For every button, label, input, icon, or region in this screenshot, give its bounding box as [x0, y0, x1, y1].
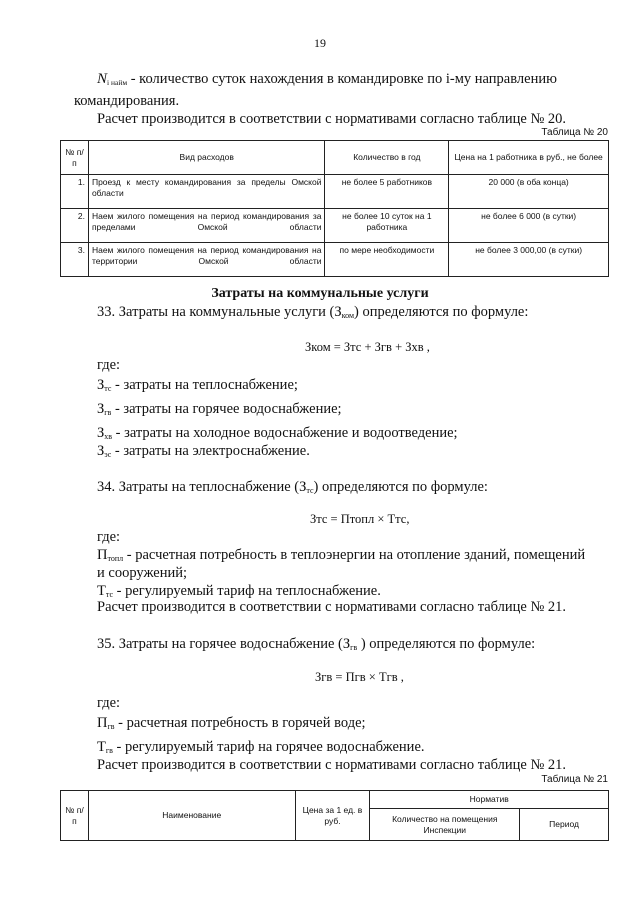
table20-header-row	[61, 141, 609, 175]
def-sym: П	[97, 547, 108, 563]
intro-line-1-text: - количество суток нахождения в командировке по i-му направлению	[127, 71, 557, 87]
p34-text-pre: 34. Затраты на теплоснабжение (З	[97, 479, 307, 495]
p34-note: Расчет производится в соответствии с нормативами согласно таблице № 21.	[97, 599, 567, 615]
table21-header-name: Наименование	[88, 791, 295, 841]
def-text: - расчетная потребность в теплоэнергии на отопление зданий, помещений	[123, 547, 586, 563]
table21-header-norm-period: Период	[520, 809, 609, 841]
row-num: 1.	[61, 175, 89, 209]
row-price: не более 3 000,00 (в сутки)	[449, 243, 609, 277]
row-qty: по мере необходимости	[325, 243, 449, 277]
table-21	[60, 790, 609, 841]
def-text: - затраты на холодное водоснабжение и водоотведение;	[112, 425, 458, 441]
table-row	[61, 243, 609, 277]
p34-text-post: ) определяются по формуле:	[313, 479, 488, 495]
def-text: - регулируемый тариф на теплоснабжение.	[113, 583, 381, 599]
def-text: - регулируемый тариф на горячее водоснабжение.	[112, 739, 425, 755]
p35-where: где:	[97, 695, 121, 711]
intro-symbol-sub: i найм	[107, 78, 128, 87]
def-gv	[97, 400, 342, 422]
def-text: - затраты на горячее водоснабжение;	[111, 401, 342, 417]
row-price: 20 000 (в оба конца)	[449, 175, 609, 209]
intro-line-3: Расчет производится в соответствии с нормативами согласно таблице № 20.	[97, 111, 567, 127]
page-number: 19	[314, 36, 326, 50]
table20-header-qty: Количество в год	[325, 141, 449, 175]
table21-header-norm: Норматив	[370, 791, 609, 809]
def-text: - расчетная потребность в горячей воде;	[114, 715, 366, 731]
p33-sub: ком	[341, 311, 355, 320]
def-sub: хв	[104, 432, 113, 441]
formula-34: Зтс = Птопл × Ттс,	[310, 512, 410, 526]
table21-header-num: № п/п	[61, 791, 89, 841]
paragraph-33	[97, 303, 528, 325]
table-20	[60, 140, 609, 277]
def-tc	[97, 376, 298, 398]
paragraph-34	[97, 478, 488, 500]
table21-caption: Таблица № 21	[541, 774, 608, 785]
row-name: Наем жилого помещения на период командирования за пределами Омской области	[88, 209, 325, 243]
table20-caption: Таблица № 20	[541, 127, 608, 138]
def-text: - затраты на теплоснабжение;	[111, 377, 298, 393]
def-sub: тс	[104, 384, 112, 393]
intro-symbol: N	[97, 71, 108, 87]
row-qty: не более 10 суток на 1 работника	[325, 209, 449, 243]
formula-33: Зком = Зтс + Згв + Зхв ,	[305, 340, 430, 354]
def-sym: П	[97, 715, 108, 731]
row-name: Наем жилого помещения на период командирования на территории Омской области	[88, 243, 325, 277]
p33-text-pre: 33. Затраты на коммунальные услуги (З	[97, 304, 342, 320]
table20-header-num: № п/п	[61, 141, 89, 175]
def-sym: З	[97, 401, 105, 417]
table20-header-price: Цена на 1 работника в руб., не более	[449, 141, 609, 175]
table21-header-norm-qty: Количество на помещения Инспекции	[370, 809, 520, 841]
def-sub: гв	[104, 408, 112, 417]
section-heading: Затраты на коммунальные услуги	[211, 286, 429, 301]
row-name: Проезд к месту командирования за пределы Омской области	[88, 175, 325, 209]
p35-text-pre: 35. Затраты на горячее водоснабжение (	[97, 636, 343, 652]
row-num: 2.	[61, 209, 89, 243]
def-sub: гв	[107, 722, 115, 731]
row-price: не более 6 000 (в сутки)	[449, 209, 609, 243]
def-sub: тс	[105, 590, 114, 599]
intro-line-1	[97, 70, 557, 92]
row-num: 3.	[61, 243, 89, 277]
table20-header-type: Вид расходов	[88, 141, 325, 175]
def-sub: топл	[107, 554, 124, 563]
p34-where: где:	[97, 529, 121, 545]
table-row	[61, 175, 609, 209]
p34-sub: тс	[306, 486, 314, 495]
p35-sym: З	[342, 636, 351, 652]
def-text: - затраты на электроснабжение.	[111, 443, 310, 459]
formula-35: Згв = Пгв × Тгв ,	[315, 670, 404, 684]
p33-where: где:	[97, 357, 121, 373]
p35-sub: гв	[350, 643, 358, 652]
def-sub: эс	[104, 450, 112, 459]
paragraph-35	[97, 635, 535, 657]
def-sym: З	[97, 425, 105, 441]
def-es	[97, 442, 310, 464]
row-qty: не более 5 работников	[325, 175, 449, 209]
def-sym: З	[97, 443, 105, 459]
p35-def-1	[97, 714, 366, 736]
def-sym: З	[97, 377, 105, 393]
p34-def-1-cont: и сооружений;	[97, 565, 188, 581]
table-row	[61, 209, 609, 243]
p33-text-post: ) определяются по формуле:	[354, 304, 529, 320]
table21-header-row-1	[61, 791, 609, 809]
table21-header-price: Цена за 1 ед. в руб.	[295, 791, 370, 841]
def-sub: гв	[105, 746, 113, 755]
def-sym: Т	[97, 739, 106, 755]
def-sym: Т	[97, 583, 106, 599]
p35-note: Расчет производится в соответствии с нормативами согласно таблице № 21.	[97, 757, 567, 773]
intro-line-2: командирования.	[74, 93, 180, 109]
p35-text-post: ) определяются по формуле:	[357, 636, 536, 652]
